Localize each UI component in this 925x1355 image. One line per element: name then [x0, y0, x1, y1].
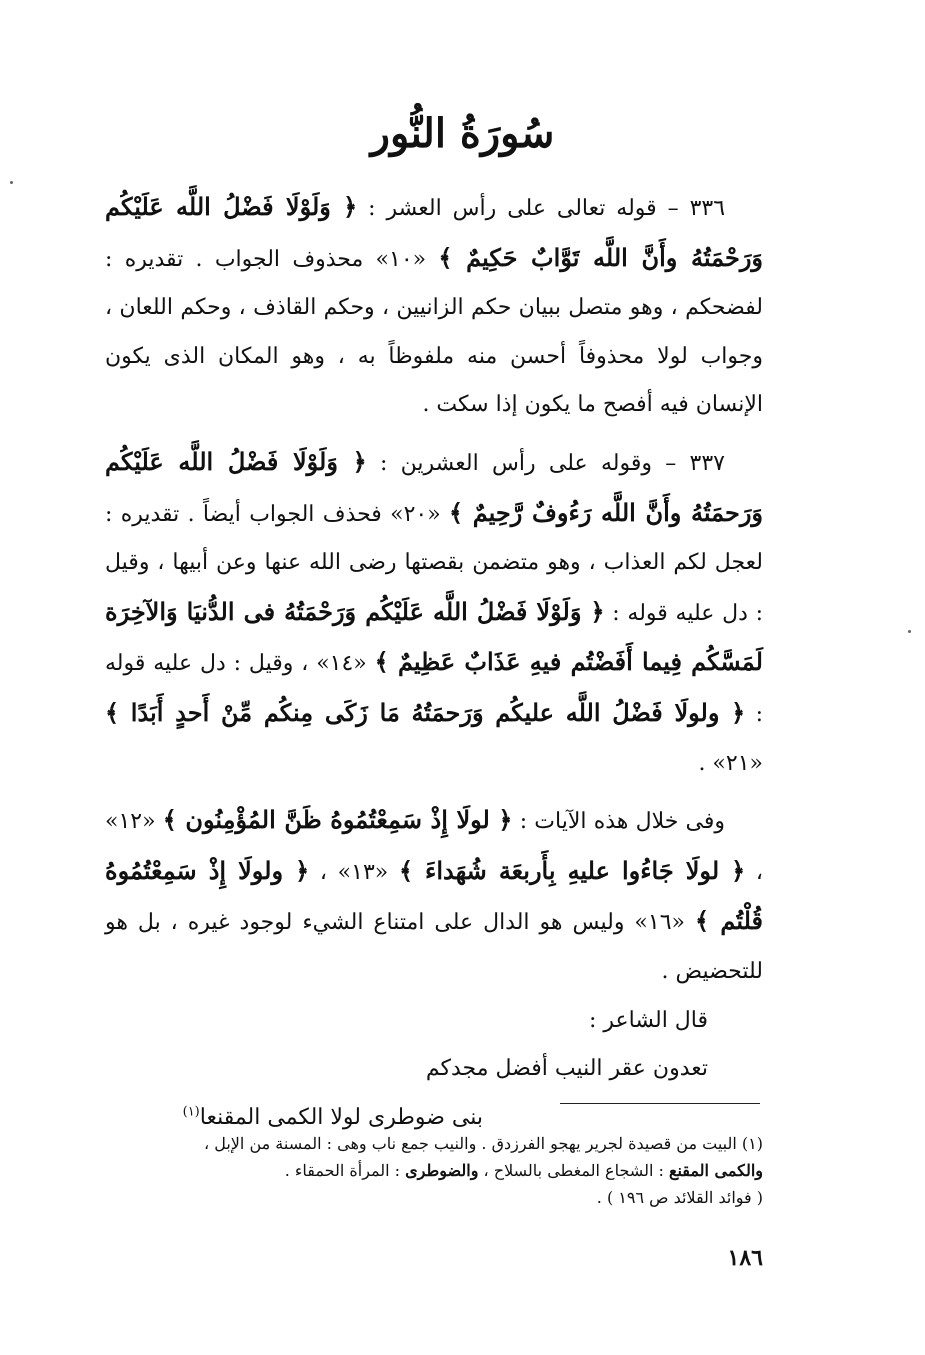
footnote-source: ( فوائد القلائد ص ١٩٦ ) .: [596, 1188, 763, 1207]
quran-verse: ﴿ لولَا جَاءُوا عليهِ بِأَربعَة شُهَداءَ ﴾: [398, 855, 746, 885]
quran-verse: ﴿ وَلَوْلَا فَضْلُ اللَّه عَلَيْكُم وَرَحْمَتُهُ وأَنَّ اللَّه تَوَّابٌ حَكِيمٌ ﴾: [105, 192, 763, 272]
surah-title: سُورَةُ النُّور: [370, 110, 555, 157]
paragraph-verses-discussion: وفى خلال هذه الآيات : ﴿ لولَا إِذْ سَمِعْتُمُوهُ ظَنَّ المُؤْمِنُون ﴾ «١٢» ، ﴿ لولَا جَاءُوا عليهِ بِأَربعَة شُهَداءَ ﴾ «١٣» ، ﴿ ولولَا إِذْ سَمِعْتُمُوهُ قُلْتُم ﴾ «١٦» وليس هو الدال على امتناع الشيء لوجود غيره ، بل هو للتحضيض .: [105, 805, 764, 984]
footnotes: [105, 1130, 763, 1211]
quran-verse: ﴿ ولولَا فَضْلُ اللَّه عليكُم وَرَحمَتُهُ مَا زَكَى مِنكُم مِّنْ أَحدٍ أَبَدًا ﴾: [105, 697, 746, 727]
scan-speck: [908, 630, 911, 633]
quran-verse: ﴿ وَلَوْلَا فَضْلُ اللَّه عَلَيْكُم وَرَحْمَتُهُ فى الدُّنيَا وَالآخِرَة لَمَسَّكُم فِيما أَفَضْتُم فيهِ عَذَابٌ عَظِيمٌ ﴾: [105, 596, 763, 677]
footnote-divider: [560, 1103, 760, 1104]
poet-intro: قال الشاعر :: [588, 1007, 708, 1033]
footnote-ref: (١): [182, 1104, 200, 1120]
footnote-1: (١) البيت من قصيدة لجرير يهجو الفرزدق . والنيب جمع ناب وهى : المسنة من الإبل ،: [203, 1134, 763, 1153]
poem-verse-2: بنى ضوطرى لولا الكمى المقنعا$^{(١)}$: [182, 1104, 483, 1130]
page-number: ١٨٦: [727, 1245, 763, 1271]
poem-verse-1: تعدون عقر النيب أفضل مجدكم: [425, 1056, 708, 1082]
quran-verse: ﴿ ولولَا إِذْ سَمِعْتُمُوهُ قُلْتُم ﴾: [105, 855, 763, 936]
quran-verse: ﴿ لولَا إِذْ سَمِعْتُمُوهُ ظَنَّ المُؤْمِنُون ﴾: [162, 805, 513, 835]
main-text: [105, 183, 763, 1142]
footnote-2: والكمى المقنع : الشجاع المغطى بالسلاح ، والضوطرى : المرأة الحمقاء .: [284, 1161, 763, 1180]
paragraph-337: ٣٣٧ – وقوله على رأس العشرين : ﴿ وَلَوْلَا فَضْلُ اللَّه عَلَيْكُم وَرَحمَتُهُ وأَنَّ اللَّه رَءُوفٌ رَّحِيمٌ ﴾ «٢٠» فحذف الجواب أيضاً . تقديره : لعجل لكم العذاب ، وهو متضمن بقصتها رضى الله عنها وعن أبيها ، وقيل : دل عليه قوله : ﴿ وَلَوْلَا فَضْلُ اللَّه عَلَيْكُم وَرَحْمَتُهُ فى الدُّنيَا وَالآخِرَة لَمَسَّكُم فِيما أَفَضْتُم فيهِ عَذَابٌ عَظِيمٌ ﴾ «١٤» ، وقيل : دل عليه قوله : ﴿ ولولَا فَضْلُ اللَّه عليكُم وَرَحمَتُهُ مَا زَكَى مِنكُم مِّنْ أَحدٍ أَبَدًا ﴾ «٢١» .: [105, 446, 764, 776]
quran-verse: ﴿ وَلَوْلَا فَضْلُ اللَّه عَلَيْكُم وَرَحمَتُهُ وأَنَّ اللَّه رَءُوفٌ رَّحِيمٌ ﴾: [105, 446, 764, 527]
scan-speck: [10, 181, 13, 184]
paragraph-336: ٣٣٦ – قوله تعالى على رأس العشر : ﴿ وَلَوْلَا فَضْلُ اللَّه عَلَيْكُم وَرَحْمَتُهُ وأَنَّ اللَّه تَوَّابٌ حَكِيمٌ ﴾ «١٠» محذوف الجواب . تقديره : لفضحكم ، وهو متصل ببيان حكم الزانيين ، وحكم القاذف ، وحكم اللعان ، وجواب لولا محذوفاً أحسن منه ملفوظاً به ، وهو المكان الذى يكون الإنسان فيه أفصح ما يكون إذا سكت .: [105, 192, 763, 418]
